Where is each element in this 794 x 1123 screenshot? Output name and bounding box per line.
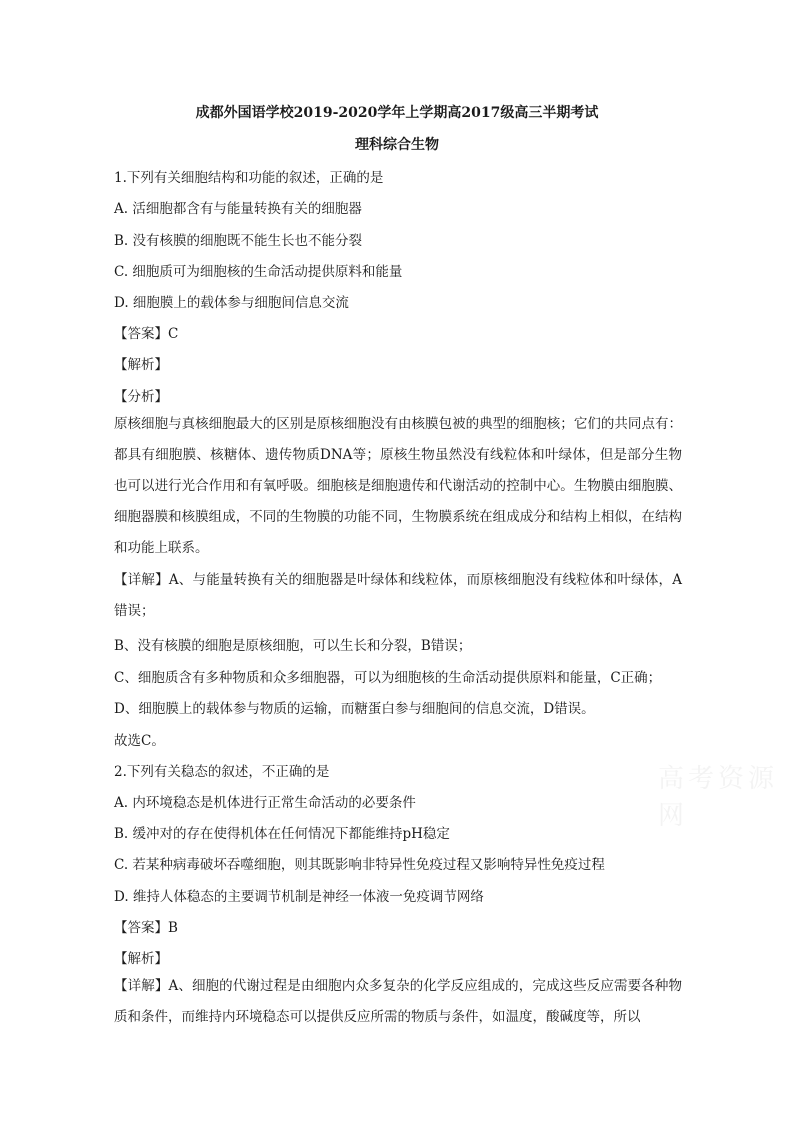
q1-option-b: B. 没有核膜的细胞既不能生长也不能分裂 bbox=[114, 233, 363, 249]
exam-subtitle: 理科综合生物 bbox=[355, 137, 439, 153]
q2-option-c: C. 若某种病毒破坏吞噬细胞，则其既影响非特异性免疫过程又影响特异性免疫过程 bbox=[114, 857, 605, 873]
q1-conclusion: 故选C。 bbox=[114, 733, 165, 749]
exam-title: 成都外国语学校2019-2020学年上学期高2017级高三半期考试 bbox=[195, 105, 599, 121]
q1-detail-d: D、细胞膜上的载体参与物质的运输，而糖蛋白参与细胞间的信息交流，D错误。 bbox=[114, 701, 595, 717]
q1-option-d: D. 细胞膜上的载体参与细胞间信息交流 bbox=[114, 295, 349, 311]
q1-fenxi-label: 【分析】 bbox=[114, 389, 168, 405]
q1-option-a: A. 活细胞都含有与能量转换有关的细胞器 bbox=[114, 201, 362, 217]
q2-option-d: D. 维持人体稳态的主要调节机制是神经一体液一免疫调节网络 bbox=[114, 889, 484, 905]
q2-stem: 2.下列有关稳态的叙述，不正确的是 bbox=[114, 764, 330, 780]
q1-answer: 【答案】C bbox=[114, 326, 179, 342]
q1-detail-a: 【详解】A、与能量转换有关的细胞器是叶绿体和线粒体，而原核细胞没有线粒体和叶绿体，A错误； bbox=[114, 572, 682, 619]
q2-analysis-label: 【解析】 bbox=[114, 951, 168, 967]
q2-answer: 【答案】B bbox=[114, 920, 178, 936]
q1-fenxi-text: 原核细胞与真核细胞最大的区别是原核细胞没有由核膜包被的典型的细胞核；它们的共同点有：都具有细胞膜、核糖体、遗传物质DNA等；原核生物虽然没有线粒体和叶绿体，但是部分生物也可以进行光合作用和有氧呼吸。细胞核是细胞遗传和代谢活动的控制中心。生物膜由细胞膜、细胞器膜和核膜组成，不同的生物膜的功能不同，生物膜系统在组成成分和结构上相似，在结构和功能上联系。 bbox=[114, 416, 682, 556]
q1-analysis-label: 【解析】 bbox=[114, 357, 168, 373]
q2-option-b: B. 缓冲对的存在使得机体在任何情况下都能维持pH稳定 bbox=[114, 826, 450, 842]
q1-stem: 1.下列有关细胞结构和功能的叙述，正确的是 bbox=[114, 170, 384, 186]
q1-option-c: C. 细胞质可为细胞核的生命活动提供原料和能量 bbox=[114, 264, 403, 280]
q2-detail-a: 【详解】A、细胞的代谢过程是由细胞内众多复杂的化学反应组成的，完成这些反应需要各种物质和条件，而维持内环境稳态可以提供反应所需的物质与条件，如温度，酸碱度等，所以 bbox=[114, 978, 682, 1025]
q1-detail-b: B、没有核膜的细胞是原核细胞，可以生长和分裂，B错误； bbox=[114, 638, 472, 654]
watermark: 高考资源网 bbox=[658, 764, 779, 831]
q1-detail-c: C、细胞质含有多种物质和众多细胞器，可以为细胞核的生命活动提供原料和能量，C正确； bbox=[114, 670, 662, 686]
q2-option-a: A. 内环境稳态是机体进行正常生命活动的必要条件 bbox=[114, 795, 416, 811]
